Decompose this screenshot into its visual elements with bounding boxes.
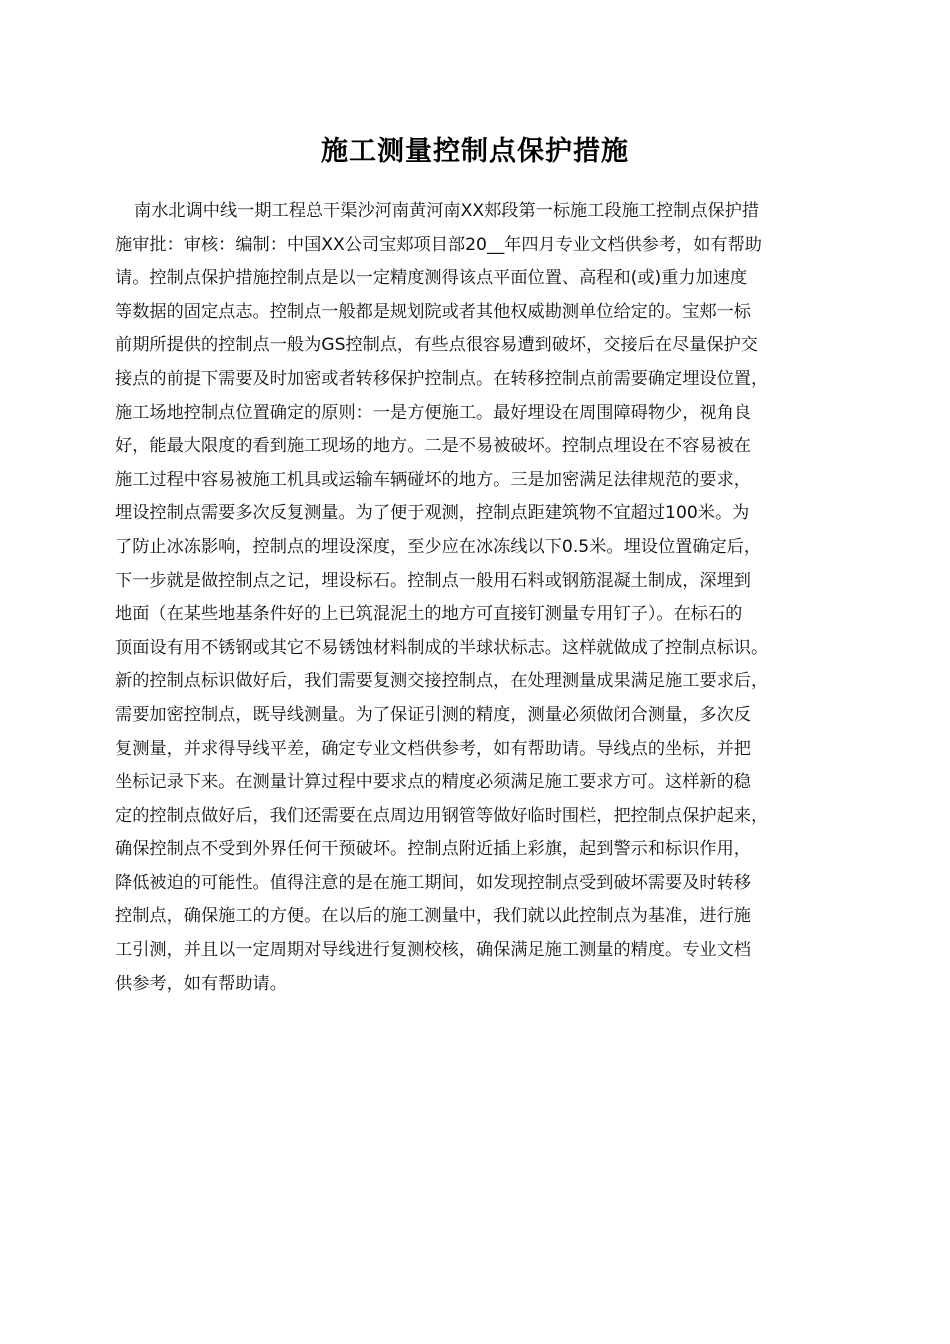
document-title: 施工测量控制点保护措施 [321,136,629,167]
document-body [115,195,845,1001]
body-line: 坐标记录下来。在测量计算过程中要求点的精度必须满足施工要求方可。这样新的稳 [115,772,751,793]
body-line: 前期所提供的控制点一般为GS控制点，有些点很容易遭到破坏，交接后在尽量保护交 [115,335,758,356]
body-line: 顶面设有用不锈钢或其它不易锈蚀材料制成的半球状标志。这样就做成了控制点标识。 [115,637,769,658]
body-line: 确保控制点不受到外界任何干预破坏。控制点附近插上彩旗，起到警示和标识作用， [115,839,751,860]
body-line: 接点的前提下需要及时加密或者转移保护控制点。在转移控制点前需要确定埋设位置， [115,368,769,389]
body-line: 复测量，并求得导线平差，确定专业文档供参考，如有帮助请。导线点的坐标，并把 [115,738,751,759]
body-line: 地面（在某些地基条件好的上已筑混泥土的地方可直接钉测量专用钉子）。在标石的 [115,604,743,625]
body-line: 降低被迫的可能性。值得注意的是在施工期间，如发现控制点受到破坏需要及时转移 [115,872,751,893]
body-line: 好，能最大限度的看到施工现场的地方。二是不易被破坏。控制点埋设在不容易被在 [115,436,751,457]
body-line: 供参考，如有帮助请。 [115,973,287,994]
body-line: 定的控制点做好后，我们还需要在点周边用钢管等做好临时围栏，把控制点保护起来， [115,805,769,826]
body-line: 控制点，确保施工的方便。在以后的施工测量中，我们就以此控制点为基准，进行施 [115,906,751,927]
body-line: 需要加密控制点，既导线测量。为了保证引测的精度，测量必须做闭合测量，多次反 [115,704,751,725]
body-line: 了防止冰冻影响，控制点的埋设深度，至少应在冰冻线以下0.5米。埋设位置确定后， [115,536,762,557]
body-line: 请。控制点保护措施控制点是以一定精度测得该点平面位置、高程和(或)重力加速度 [115,268,748,289]
body-line: 南水北调中线一期工程总干渠沙河南黄河南XX郏段第一标施工段施工控制点保护措 [134,201,760,221]
body-line: 埋设控制点需要多次反复测量。为了便于观测，控制点距建筑物不宜超过100米。为 [115,503,750,524]
body-line: 施工过程中容易被施工机具或运输车辆碰坏的地方。三是加密满足法律规范的要求， [115,469,751,490]
body-line: 新的控制点标识做好后，我们需要复测交接控制点，在处理测量成果满足施工要求后， [115,671,769,692]
body-line: 工引测，并且以一定周期对导线进行复测校核，确保满足施工测量的精度。专业文档 [115,940,751,961]
body-line: 施工场地控制点位置确定的原则：一是方便施工。最好埋设在周围障碍物少，视角良 [115,402,751,423]
body-line: 下一步就是做控制点之记，埋设标石。控制点一般用石料或钢筋混凝土制成，深埋到 [115,570,751,591]
body-line: 等数据的固定点志。控制点一般都是规划院或者其他权威勘测单位给定的。宝郏一标 [115,301,751,322]
body-line: 施审批：审核：编制：中国XX公司宝郏项目部20__年四月专业文档供参考，如有帮助 [115,234,762,255]
